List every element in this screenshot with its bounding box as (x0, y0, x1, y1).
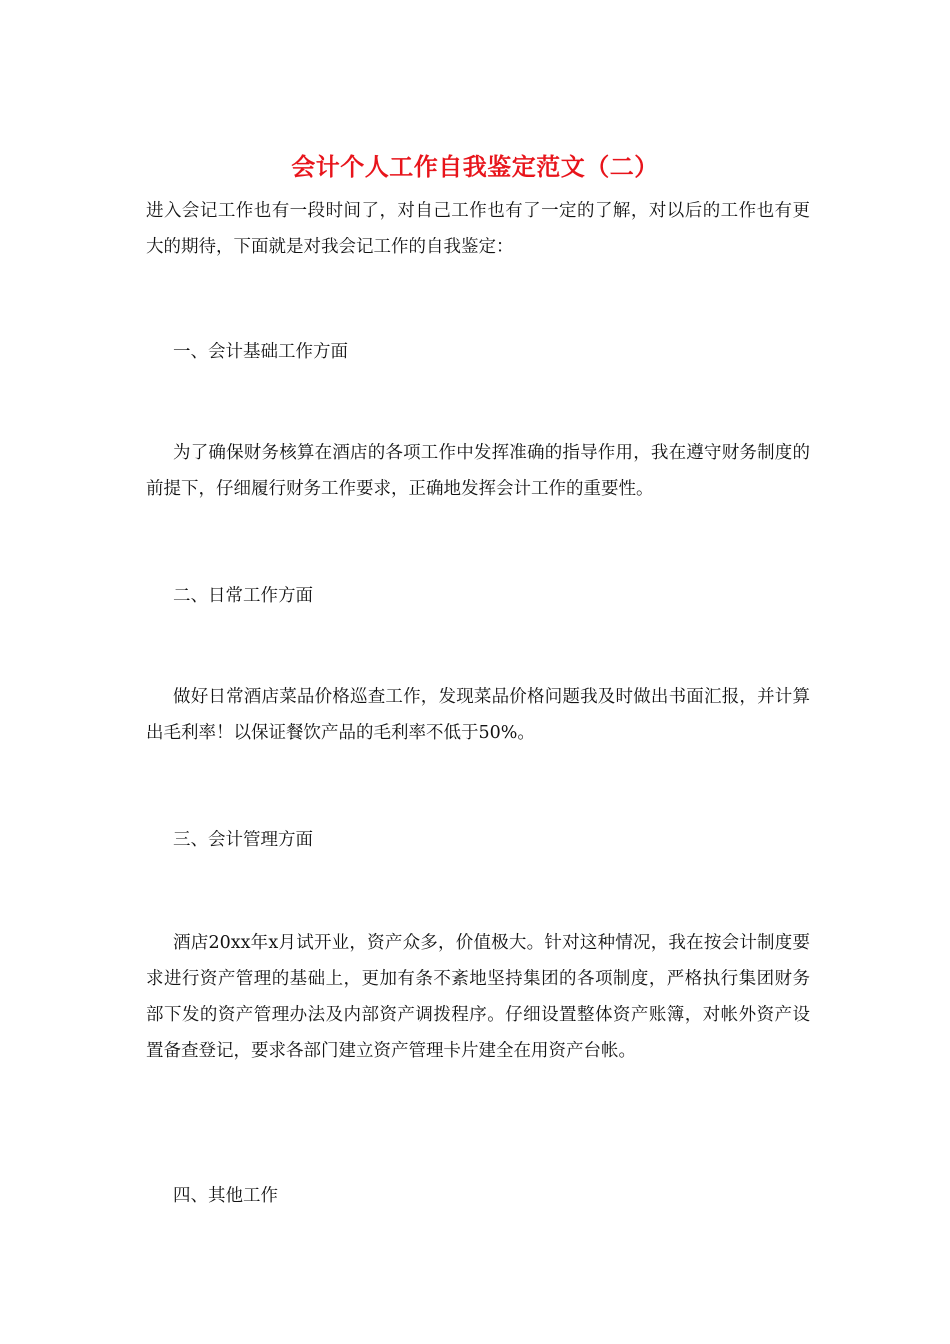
section-heading-1: 一、会计基础工作方面 (173, 342, 348, 362)
intro-paragraph: 进入会记工作也有一段时间了，对自己工作也有了一定的了解，对以后的工作也有更大的期待，下面就是对我会记工作的自我鉴定： (146, 201, 810, 257)
document-title: 会计个人工作自我鉴定范文（二） (291, 152, 659, 181)
section-body-1: 为了确保财务核算在酒店的各项工作中发挥准确的指导作用，我在遵守财务制度的前提下，仔细履行财务工作要求，正确地发挥会计工作的重要性。 (146, 443, 810, 499)
section-heading-3: 三、会计管理方面 (173, 830, 313, 850)
section-heading-2: 二、日常工作方面 (173, 586, 313, 606)
section-body-2: 做好日常酒店菜品价格巡查工作，发现菜品价格问题我及时做出书面汇报，并计算出毛利率！以保证餐饮产品的毛利率不低于50%。 (146, 687, 810, 743)
section-heading-4: 四、其他工作 (173, 1186, 278, 1206)
section-body-3: 酒店20xx年x月试开业，资产众多，价值极大。针对这种情况，我在按会计制度要求进行资产管理的基础上，更加有条不紊地坚持集团的各项制度，严格执行集团财务部下发的资产管理办法及内部资产调拨程序。仔细设置整体资产账簿，对帐外资产设置备查登记，要求各部门建立资产管理卡片建全在用资产台帐。 (146, 933, 810, 1061)
